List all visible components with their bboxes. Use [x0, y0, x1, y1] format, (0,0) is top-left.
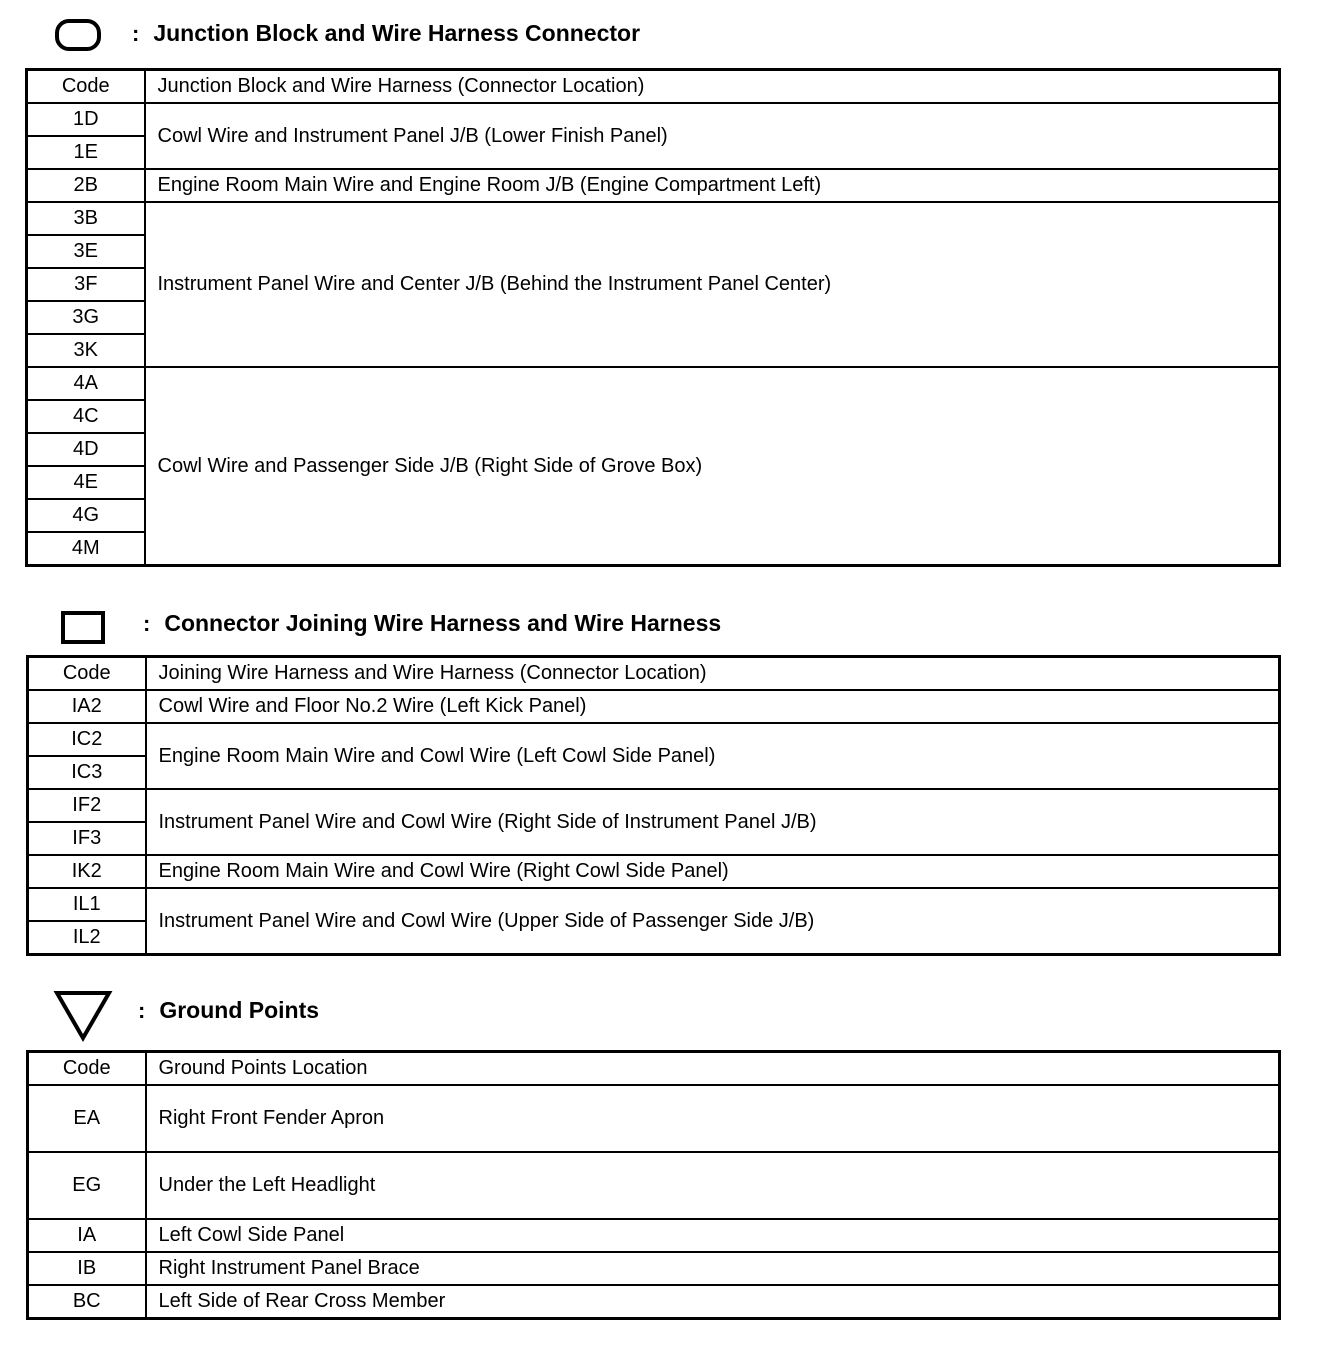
column-header-location: Ground Points Location	[146, 1052, 1280, 1086]
table-row	[27, 103, 1280, 136]
title-colon: :	[143, 611, 151, 636]
location-cell: Under the Left Headlight	[146, 1152, 1280, 1219]
table-row	[27, 169, 1280, 202]
code-cell: IF3	[28, 822, 146, 855]
rectangle-icon	[60, 610, 108, 646]
table-header-row	[28, 657, 1280, 691]
rounded-rectangle-icon	[54, 18, 102, 52]
code-cell: 3F	[27, 268, 145, 301]
location-cell: Cowl Wire and Instrument Panel J/B (Lower Finish Panel)	[145, 103, 1280, 169]
table-row	[28, 1219, 1280, 1252]
code-cell: 4A	[27, 367, 145, 400]
table-row	[28, 888, 1280, 921]
joining-title-text: Connector Joining Wire Harness and Wire Harness	[164, 610, 722, 636]
code-cell: EG	[28, 1152, 146, 1219]
table-row	[28, 1085, 1280, 1152]
code-cell: 3B	[27, 202, 145, 235]
code-cell: 4C	[27, 400, 145, 433]
title-colon: :	[138, 998, 146, 1023]
code-cell: EA	[28, 1085, 146, 1152]
code-cell: IL1	[28, 888, 146, 921]
code-cell: IC3	[28, 756, 146, 789]
table-row	[27, 202, 1280, 235]
code-cell: 4G	[27, 499, 145, 532]
table-header-row	[27, 70, 1280, 104]
location-cell: Engine Room Main Wire and Cowl Wire (Right Cowl Side Panel)	[146, 855, 1280, 888]
code-cell: IF2	[28, 789, 146, 822]
table-row	[27, 367, 1280, 400]
ground-table	[26, 1050, 1281, 1320]
code-cell: IB	[28, 1252, 146, 1285]
junction-section-title	[132, 20, 640, 47]
code-cell: IC2	[28, 723, 146, 756]
location-cell: Instrument Panel Wire and Center J/B (Behind the Instrument Panel Center)	[145, 202, 1280, 367]
code-cell: 4E	[27, 466, 145, 499]
table-header-row	[28, 1052, 1280, 1086]
code-cell: 2B	[27, 169, 145, 202]
location-cell: Engine Room Main Wire and Cowl Wire (Left Cowl Side Panel)	[146, 723, 1280, 789]
column-header-code: Code	[27, 70, 145, 104]
table-row	[28, 1252, 1280, 1285]
location-cell: Left Cowl Side Panel	[146, 1219, 1280, 1252]
code-cell: 3K	[27, 334, 145, 367]
code-cell: BC	[28, 1285, 146, 1319]
location-cell: Right Front Fender Apron	[146, 1085, 1280, 1152]
code-cell: 4M	[27, 532, 145, 566]
code-cell: 3E	[27, 235, 145, 268]
joining-table	[26, 655, 1281, 956]
table-row	[28, 690, 1280, 723]
code-cell: 1E	[27, 136, 145, 169]
junction-title-text: Junction Block and Wire Harness Connector	[153, 20, 641, 46]
code-cell: IK2	[28, 855, 146, 888]
junction-table	[25, 68, 1281, 567]
table-row	[28, 723, 1280, 756]
location-cell: Right Instrument Panel Brace	[146, 1252, 1280, 1285]
code-cell: IL2	[28, 921, 146, 955]
location-cell: Instrument Panel Wire and Cowl Wire (Upper Side of Passenger Side J/B)	[146, 888, 1280, 955]
column-header-location: Junction Block and Wire Harness (Connector Location)	[145, 70, 1280, 104]
table-row	[28, 789, 1280, 822]
location-cell: Engine Room Main Wire and Engine Room J/B (Engine Compartment Left)	[145, 169, 1280, 202]
joining-section-title	[143, 610, 721, 637]
triangle-down-icon	[53, 990, 113, 1042]
location-cell: Left Side of Rear Cross Member	[146, 1285, 1280, 1319]
code-cell: 3G	[27, 301, 145, 334]
location-cell: Cowl Wire and Floor No.2 Wire (Left Kick Panel)	[146, 690, 1280, 723]
code-cell: 1D	[27, 103, 145, 136]
column-header-code: Code	[28, 1052, 146, 1086]
ground-title-text: Ground Points	[159, 997, 320, 1023]
table-row	[28, 1285, 1280, 1319]
title-colon: :	[132, 21, 140, 46]
code-cell: IA	[28, 1219, 146, 1252]
location-cell: Instrument Panel Wire and Cowl Wire (Right Side of Instrument Panel J/B)	[146, 789, 1280, 855]
code-cell: IA2	[28, 690, 146, 723]
column-header-location: Joining Wire Harness and Wire Harness (Connector Location)	[146, 657, 1280, 691]
location-cell: Cowl Wire and Passenger Side J/B (Right Side of Grove Box)	[145, 367, 1280, 566]
code-cell: 4D	[27, 433, 145, 466]
column-header-code: Code	[28, 657, 146, 691]
table-row	[28, 1152, 1280, 1219]
table-row	[28, 855, 1280, 888]
ground-section-title	[138, 997, 319, 1024]
